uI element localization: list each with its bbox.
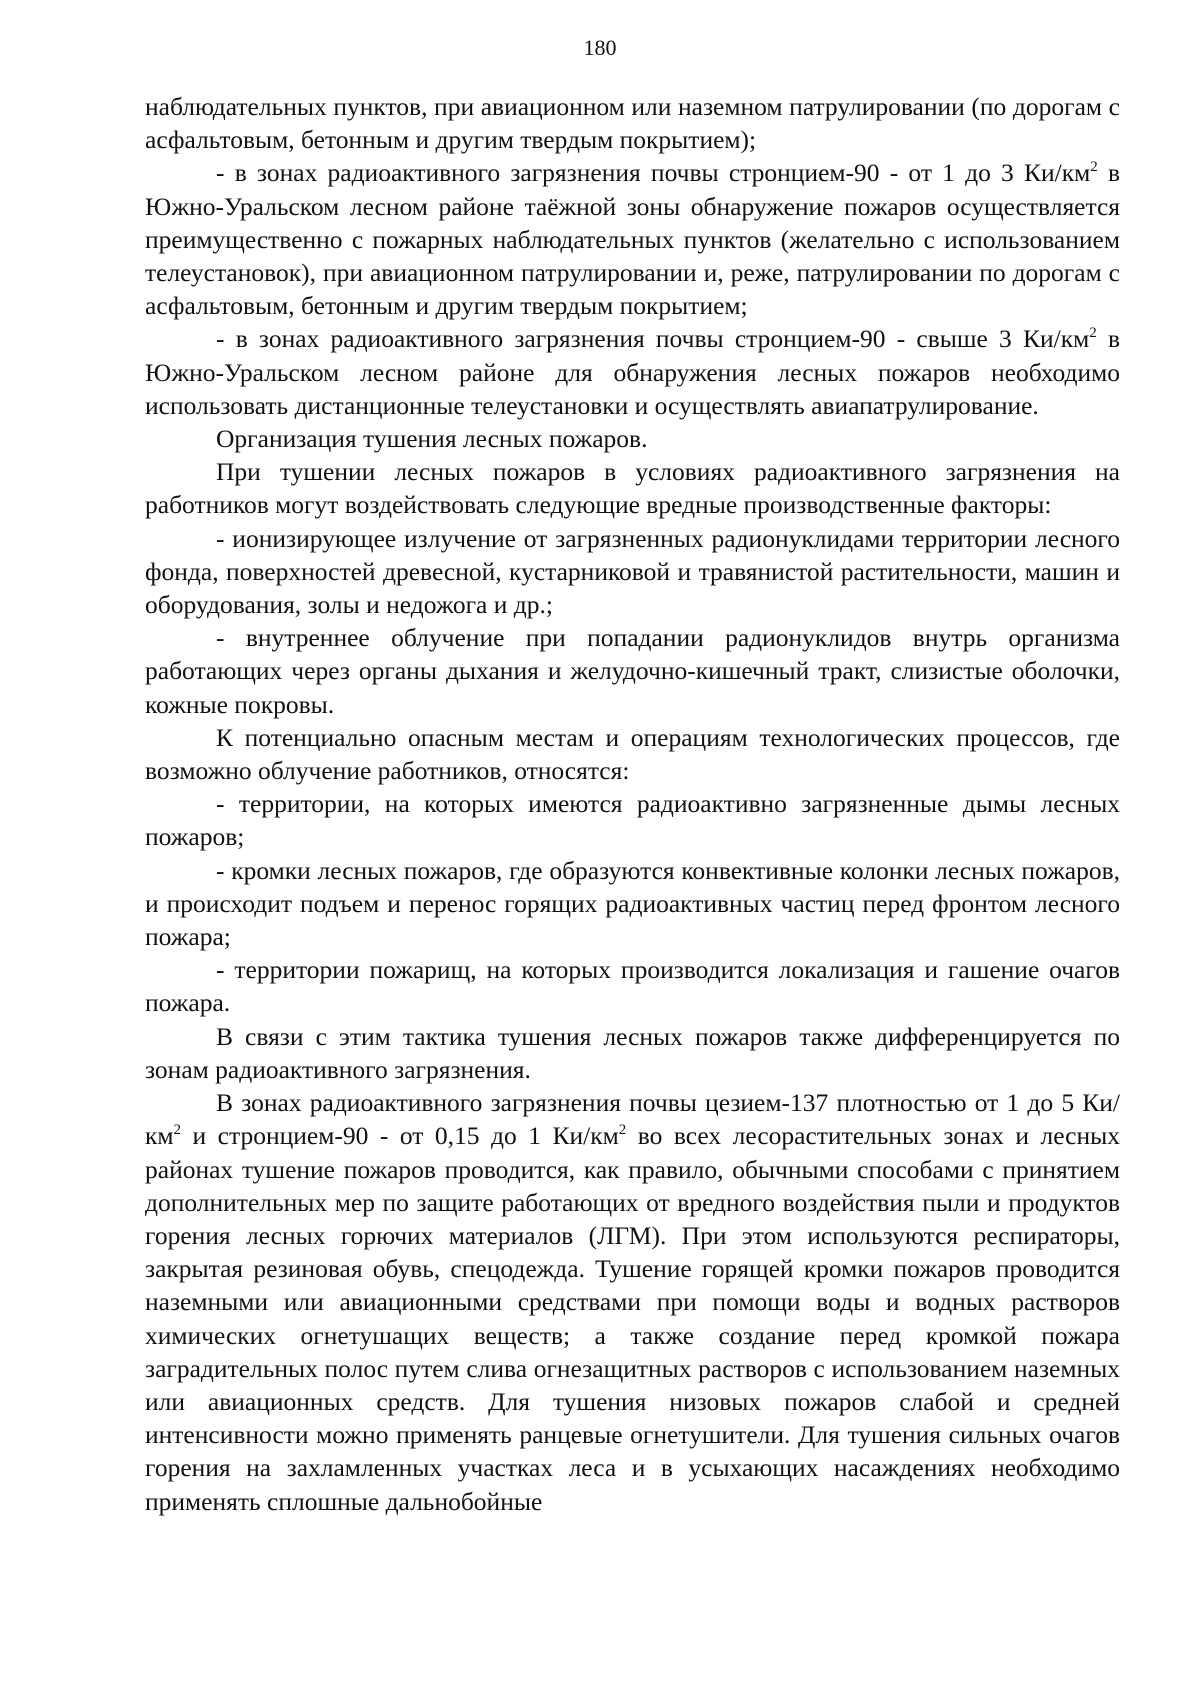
text-run: - в зонах радиоактивного загрязнения почвы стронцием-90 - от 1 до 3 Ки/км bbox=[216, 158, 1091, 188]
text-run: - территории, на которых имеются радиоактивно загрязненные дымы лесных пожаров; bbox=[145, 789, 1120, 852]
paragraph bbox=[145, 953, 1120, 1019]
text-run: - в зонах радиоактивного загрязнения почвы стронцием-90 - свыше 3 Ки/км bbox=[216, 324, 1090, 354]
superscript: 2 bbox=[1089, 325, 1097, 342]
paragraph bbox=[145, 455, 1120, 521]
text-run: - территории пожарищ, на которых производится локализация и гашение очагов пожара. bbox=[145, 955, 1120, 1018]
paragraph bbox=[145, 1020, 1120, 1086]
paragraph bbox=[145, 854, 1120, 954]
paragraph bbox=[145, 90, 1120, 156]
page-number: 180 bbox=[583, 35, 617, 60]
paragraph bbox=[145, 787, 1120, 853]
paragraph bbox=[145, 156, 1120, 322]
text-run: При тушении лесных пожаров в условиях радиоактивного загрязнения на работников могут воздействовать следующие вредные производственные факторы: bbox=[145, 457, 1120, 520]
paragraph bbox=[145, 422, 1120, 455]
text-run: - ионизирующее излучение от загрязненных радионуклидами территории лесного фонда, поверхностей древесной, кустарниковой и травянистой растительности, машин и оборудования, золы и недожога и др.; bbox=[145, 523, 1120, 620]
text-run: наблюдательных пунктов, при авиационном или наземном патрулировании (по дорогам с асфальтовым, бетонным и другим твердым покрытием); bbox=[145, 92, 1120, 155]
text-run: в Южно-Уральском лесном районе таёжной зоны обнаружение пожаров осуществляется преимущественно с пожарных наблюдательных пунктов (желательно с использованием телеустановок), при авиационном патрулировании и, реже, патрулировании по дорогам с асфальтовым, бетонным и другим твердым покрытием; bbox=[145, 158, 1120, 321]
paragraph bbox=[145, 621, 1120, 721]
body-text bbox=[145, 90, 1120, 1518]
text-run: в Южно-Уральском лесном районе для обнаружения лесных пожаров необходимо использовать дистанционные телеустановки и осуществлять авиапатрулирование. bbox=[145, 324, 1121, 420]
text-run: К потенциально опасным местам и операциям технологических процессов, где возможно облучение работников, относятся: bbox=[145, 722, 1120, 786]
superscript: 2 bbox=[618, 1122, 627, 1139]
text-run: В зонах радиоактивного загрязнения почвы цезием-137 плотностью от 1 до 5 Ки/км bbox=[145, 1088, 1120, 1151]
text-run: во всех лесорастительных зонах и лесных районах тушение пожаров проводится, как правило, обычными способами с принятием дополнительных мер по защите работающих от вредного воздействия пыли и продуктов горения лесных горючих материалов (ЛГМ). При этом используются респираторы, закрытая резиновая обувь, спецодежда. Тушение горящей кромки пожаров проводится наземными или авиационными средствами при помощи воды и водных растворов химических огнетушащих веществ; а также создание перед кромкой пожара заградительных полос путем слива огнезащитных растворов с использованием наземных или авиационных средств. Для тушения низовых пожаров слабой и средней интенсивности можно применять ранцевые огнетушители. Для тушения сильных очагов горения на захламленных участках леса и в усыхающих насаждениях необходимо применять сплошные дальнобойные bbox=[145, 1121, 1120, 1516]
text-run: - кромки лесных пожаров, где образуются конвективные колонки лесных пожаров, и происходит подъем и перенос горящих радиоактивных частиц перед фронтом лесного пожара; bbox=[145, 855, 1120, 952]
superscript: 2 bbox=[173, 1122, 182, 1139]
superscript: 2 bbox=[1090, 159, 1098, 176]
text-run: - внутреннее облучение при попадании радионуклидов внутрь организма работающих через органы дыхания и желудочно-кишечный тракт, слизистые оболочки, кожные покровы. bbox=[145, 623, 1120, 719]
paragraph bbox=[145, 322, 1120, 422]
paragraph bbox=[145, 1086, 1120, 1518]
paragraph bbox=[145, 522, 1120, 622]
text-run: и стронцием-90 - от 0,15 до 1 Ки/км bbox=[181, 1121, 619, 1151]
paragraph bbox=[145, 721, 1120, 787]
text-run: В связи с этим тактика тушения лесных пожаров также дифференцируется по зонам радиоактивного загрязнения. bbox=[145, 1021, 1120, 1084]
text-run: Организация тушения лесных пожаров. bbox=[216, 424, 648, 454]
